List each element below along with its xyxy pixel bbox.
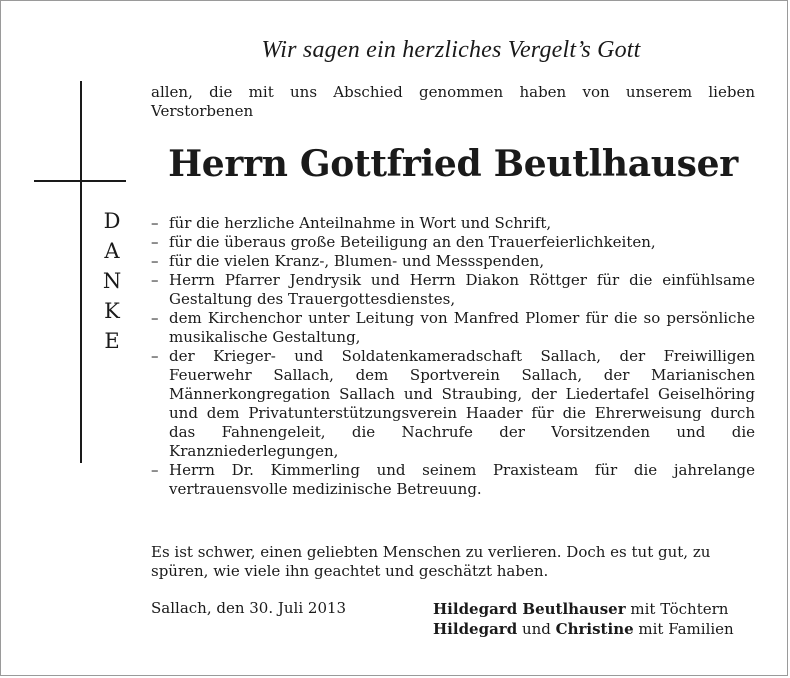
intro-text: allen, die mit uns Abschied genommen haben von unserem lieben Verstorbenen	[151, 83, 755, 120]
closing-text: Es ist schwer, einen geliebten Menschen zu verlieren. Doch es tut gut, zu spüren, wie viele ihn geachtet und geschätzt haben.	[151, 543, 711, 580]
place-and-date: Sallach, den 30. Juli 2013	[151, 599, 347, 617]
signer-line-2	[433, 619, 734, 639]
list-dash: –	[151, 347, 159, 365]
list-dash: –	[151, 252, 159, 270]
list-dash: –	[151, 461, 159, 479]
list-dash: –	[151, 309, 159, 327]
signer-conjunction: und	[517, 620, 556, 638]
list-item	[151, 347, 755, 461]
list-dash: –	[151, 271, 159, 289]
danke-letter: E	[104, 329, 120, 353]
danke-letter: A	[104, 239, 120, 263]
deceased-name: Herrn Gottfried Beutlhauser	[168, 143, 738, 185]
danke-letter: N	[102, 269, 122, 293]
thanks-list	[151, 214, 755, 499]
notice-heading: Wir sagen ein herzliches Vergelt’s Gott	[261, 37, 641, 63]
cross-horizontal-bar	[34, 180, 126, 182]
list-item	[151, 214, 755, 233]
signer-suffix: mit Familien	[633, 620, 734, 638]
list-item-text: Herrn Dr. Kimmerling und seinem Praxisteam für die jahrelange vertrauensvolle medizinische Betreuung.	[169, 461, 755, 498]
list-item	[151, 252, 755, 271]
list-item	[151, 233, 755, 252]
signer-name: Hildegard	[433, 620, 518, 638]
list-item-text: für die herzliche Anteilnahme in Wort und Schrift,	[169, 214, 552, 232]
list-item-text: dem Kirchenchor unter Leitung von Manfred Plomer für die so persönliche musikalische Gestaltung,	[169, 309, 755, 346]
list-dash: –	[151, 233, 159, 251]
list-item-text: für die vielen Kranz-, Blumen- und Messspenden,	[169, 252, 545, 270]
list-dash: –	[151, 214, 159, 232]
signers-block	[433, 599, 734, 639]
list-item-text: für die überaus große Beteiligung an den Trauerfeierlichkeiten,	[169, 233, 656, 251]
signer-line-1	[433, 599, 734, 619]
signer-name: Hildegard Beutlhauser	[433, 600, 626, 618]
signer-name: Christine	[555, 620, 634, 638]
list-item	[151, 309, 755, 347]
signer-suffix: mit Töchtern	[625, 600, 729, 618]
list-item	[151, 461, 755, 499]
cross-vertical-bar	[80, 81, 82, 463]
list-item-text: der Krieger- und Soldatenkameradschaft Sallach, der Freiwilligen Feuerwehr Sallach, dem Sportverein Sallach, der Marianischen Männerkongregation Sallach und Straubing, der Liedertafel Geiselhöring und dem Privatunterstützungsverein Haader für die Ehrerweisung durch das Fahnengeleit, die Nachrufe der Vorsitzenden und die Kranzniederlegungen,	[169, 347, 755, 460]
danke-vertical-word	[97, 206, 127, 356]
danke-letter: K	[104, 299, 120, 323]
list-item-text: Herrn Pfarrer Jendrysik und Herrn Diakon Röttger für die einfühlsame Gestaltung des Trauergottesdienstes,	[169, 271, 755, 308]
list-item	[151, 271, 755, 309]
danke-letter: D	[103, 209, 121, 233]
